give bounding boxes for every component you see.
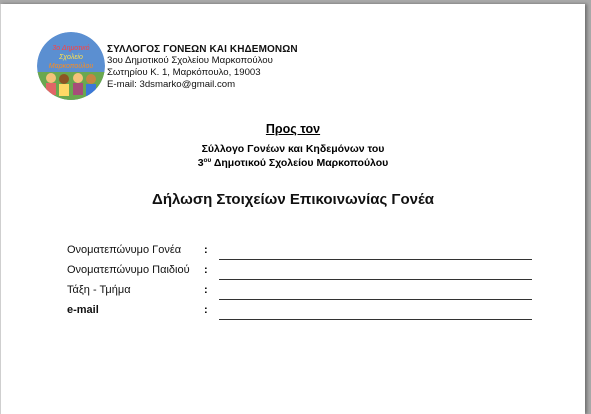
school-logo [37, 32, 105, 100]
field-colon: : [204, 264, 208, 276]
field-colon: : [204, 304, 208, 316]
organization-name: ΣΥΛΛΟΓΟΣ ΓΟΝΕΩΝ ΚΑΙ ΚΗΔΕΜΟΝΩΝ [107, 44, 298, 55]
field-label: Ονοματεπώνυμο Γονέα [67, 244, 182, 256]
recipient-line-2-rest: Δημοτικού Σχολείου Μαρκοπούλου [211, 157, 389, 169]
fill-in-line[interactable] [219, 319, 532, 320]
field-label: e-mail [67, 304, 99, 316]
recipient-line-1: Σύλλογο Γονέων και Κηδεμόνων του [201, 143, 385, 155]
field-parent-name [1, 244, 585, 260]
fill-in-line[interactable] [219, 259, 532, 260]
organization-email: E-mail: 3dsmarko@gmail.com [107, 79, 236, 90]
logo-text-2: Σχολείο [59, 54, 83, 61]
recipient-line-2 [1, 157, 585, 169]
organization-address: Σωτηρίου Κ. 1, Μαρκόπουλο, 19003 [107, 67, 261, 78]
field-label: Ονοματεπώνυμο Παιδιού [67, 264, 190, 276]
logo-text-1: 3ο Δημοτικό [52, 45, 90, 52]
organization-block [107, 44, 298, 91]
field-class-section [1, 284, 585, 300]
form-heading: Δήλωση Στοιχείων Επικοινωνίας Γονέα [152, 191, 434, 208]
field-email [1, 304, 585, 320]
fill-in-line[interactable] [219, 279, 532, 280]
recipient-line-2-superscript: ου [203, 157, 212, 164]
organization-school: 3ου Δημοτικού Σχολείου Μαρκοπούλου [107, 55, 273, 66]
field-colon: : [204, 284, 208, 296]
fill-in-line[interactable] [219, 299, 532, 300]
recipient-line-2-number: 3 [197, 157, 204, 169]
document-page [0, 4, 585, 414]
field-child-name [1, 264, 585, 280]
logo-text-3: Μαρκοπούλου [48, 63, 94, 70]
recipient-title: Προς τον [265, 122, 321, 136]
field-colon: : [204, 244, 208, 256]
field-label: Τάξη - Τμήμα [67, 284, 131, 296]
